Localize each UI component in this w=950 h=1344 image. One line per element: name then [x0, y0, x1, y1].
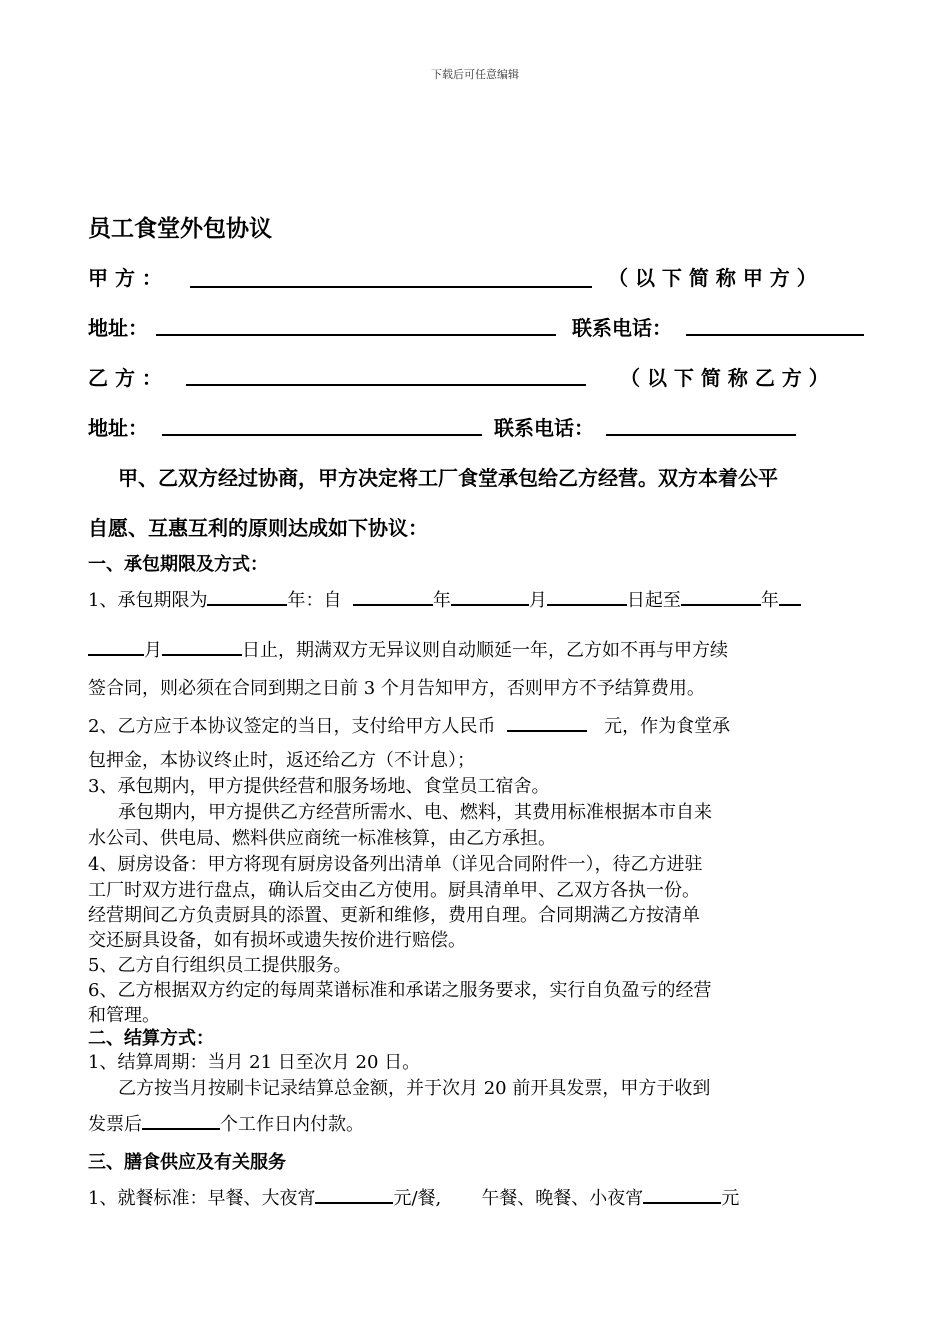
section-1-heading: 一、承包期限及方式：	[88, 554, 268, 575]
start-day-blank[interactable]	[547, 586, 627, 606]
address-b-label: 地址：	[88, 416, 148, 440]
s1-item1-c: 年	[432, 590, 451, 611]
s1-item1-line3: 签合同，则必须在合同到期之日前 3 个月告知甲方，否则甲方不予结算费用。	[88, 678, 705, 699]
s1-item1-e: 日起至	[626, 590, 681, 611]
intro-line-2: 自愿、互惠互利的原则达成如下协议：	[88, 516, 428, 540]
phone-b-label: 联系电话：	[494, 416, 594, 440]
s1-item6-line2: 和管理。	[88, 1005, 160, 1026]
s1-item1-f: 年	[760, 590, 779, 611]
section-2-heading: 二、结算方式：	[88, 1028, 214, 1049]
phone-a-blank[interactable]	[686, 316, 864, 336]
s1-item2-line1	[88, 712, 730, 738]
s3-item1-c: 午餐、晚餐、小夜宵	[481, 1188, 644, 1209]
s1-item3-line2: 承包期内，甲方提供乙方经营所需水、电、燃料，其费用标准根据本市自来	[118, 802, 712, 823]
party-a-suffix: （ 以 下 简 称 甲 方 ）	[608, 266, 817, 290]
s1-item3-line1: 3、承包期内，甲方提供经营和服务场地、食堂员工宿舍。	[88, 776, 550, 797]
s1-item4-line1: 4、厨房设备：甲方将现有厨房设备列出清单（详见合同附件一），待乙方进驻	[88, 854, 703, 875]
breakfast-price-blank[interactable]	[315, 1184, 393, 1204]
lunch-price-blank[interactable]	[643, 1184, 721, 1204]
s1-item2-a: 2、乙方应于本协议签定的当日，支付给甲方人民币	[88, 716, 496, 737]
end-day-blank[interactable]	[162, 636, 242, 656]
document-title: 员工食堂外包协议	[88, 216, 272, 242]
phone-a-label: 联系电话：	[572, 316, 672, 340]
s1-item4-line3: 经营期间乙方负责厨具的添置、更新和维修，费用自理。合同期满乙方按清单	[88, 905, 700, 926]
section-3-heading: 三、膳食供应及有关服务	[88, 1152, 286, 1173]
start-month-blank[interactable]	[451, 586, 529, 606]
deposit-amount-blank[interactable]	[507, 712, 587, 732]
s1-item4-line4: 交还厨具设备，如有损坏或遗失按价进行赔偿。	[88, 930, 466, 951]
party-a-label: 甲 方 ：	[88, 266, 162, 290]
party-a-blank[interactable]	[190, 268, 592, 288]
s2-para-line1: 乙方按当月按刷卡记录结算总金额，并于次月 20 前开具发票，甲方于收到	[118, 1078, 711, 1099]
s1-item4-line2: 工厂时双方进行盘点，确认后交由乙方使用。厨具清单甲、乙双方各执一份。	[88, 880, 700, 901]
s2-item1: 1、结算周期：当月 21 日至次月 20 日。	[88, 1052, 421, 1073]
s1-item1-d: 月	[528, 590, 547, 611]
s3-item1-b: 元/餐,	[393, 1188, 442, 1209]
s1-item5: 5、乙方自行组织员工提供服务。	[88, 955, 352, 976]
s1-item1-line2	[88, 636, 728, 662]
s3-item1-a: 1、就餐标准：早餐、大夜宵	[88, 1188, 316, 1209]
end-month-blank[interactable]	[88, 636, 144, 656]
s1-item1-h: 日止，期满双方无异议则自动顺延一年，乙方如不再与甲方续	[242, 640, 728, 661]
s2-para-2b: 个工作日内付款。	[220, 1114, 364, 1135]
page-header-note: 下载后可任意编辑	[431, 68, 519, 81]
s1-item1-g: 月	[144, 640, 162, 661]
s1-item2-b: 元，作为食堂承	[604, 716, 731, 737]
party-a-row	[88, 262, 162, 291]
s2-para-2a: 发票后	[88, 1114, 142, 1135]
s2-para-line2	[88, 1110, 364, 1136]
s1-item1-b: 年：自	[287, 590, 342, 611]
start-year-blank[interactable]	[353, 586, 433, 606]
s1-item1-a: 1、承包期限为	[88, 590, 208, 611]
address-b-blank[interactable]	[162, 416, 482, 436]
s1-item3-line3: 水公司、供电局、燃料供应商统一标准核算，由乙方承担。	[88, 828, 556, 849]
s3-item1	[88, 1184, 739, 1210]
term-years-blank[interactable]	[207, 586, 287, 606]
s1-item6-line1: 6、乙方根据双方约定的每周菜谱标准和承诺之服务要求，实行自负盈亏的经营	[88, 980, 712, 1001]
end-year-blank[interactable]	[681, 586, 761, 606]
intro-line-1: 甲、乙双方经过协商，甲方决定将工厂食堂承包给乙方经营。双方本着公平	[118, 466, 778, 490]
s1-item2-line2: 包押金，本协议终止时，返还给乙方（不计息）；	[88, 750, 475, 771]
payment-days-blank[interactable]	[142, 1110, 220, 1130]
party-b-label: 乙 方 ：	[88, 366, 162, 390]
s3-item1-d: 元	[721, 1188, 740, 1209]
phone-b-blank[interactable]	[606, 416, 796, 436]
end-year-blank-tail[interactable]	[779, 586, 801, 606]
party-b-suffix: （ 以 下 简 称 乙 方 ）	[620, 366, 829, 390]
address-a-label: 地址：	[88, 316, 148, 340]
party-b-blank[interactable]	[186, 366, 586, 386]
s1-item1-line1	[88, 586, 801, 612]
address-a-blank[interactable]	[156, 316, 556, 336]
